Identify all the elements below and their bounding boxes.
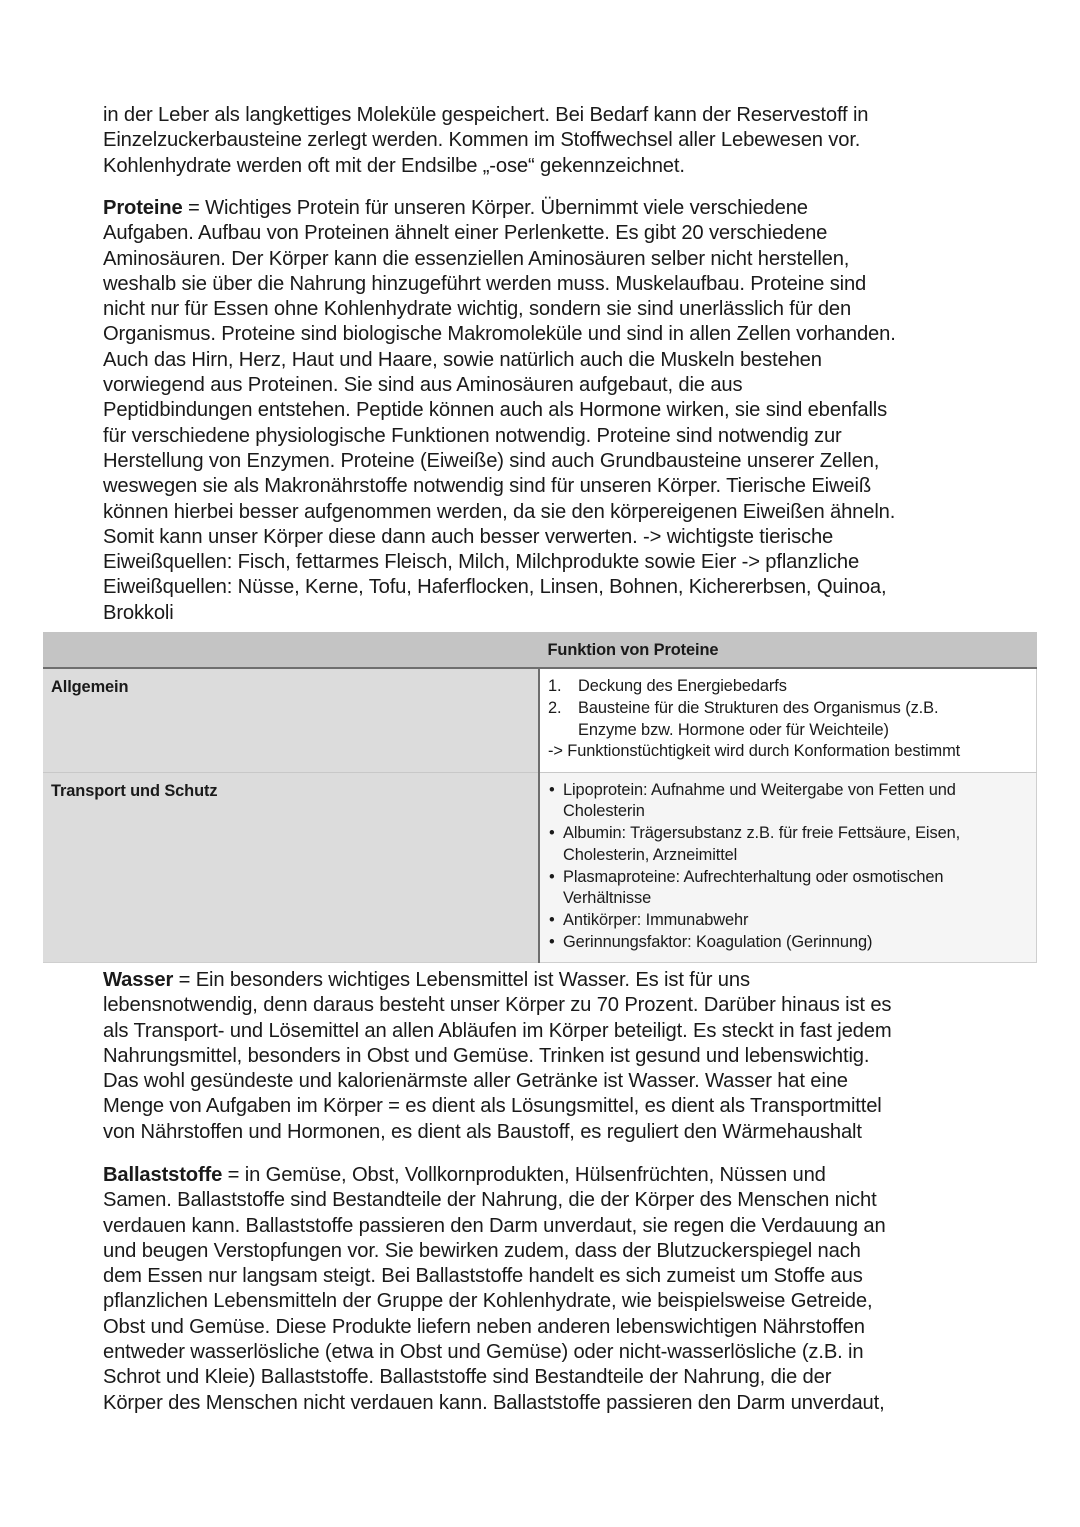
list-item: 1. Deckung des Energiebedarfs [548, 677, 787, 695]
text-line: dem Essen nur langsam steigt. Bei Ballaststoffe handelt es sich zumeist um Stoffe aus [103, 1265, 863, 1288]
list-item: • Antikörper: Immunabwehr [548, 910, 1028, 932]
row-label: Allgemein [43, 668, 539, 772]
bullet-icon: • [549, 933, 555, 952]
text-line: Menge von Aufgaben im Körper = es dient als Lösungsmittel, es dient als Transportmittel [103, 1095, 882, 1118]
text-line: Nahrungsmittel, besonders in Obst und Gemüse. Trinken ist gesund und lebenswichtig. [103, 1044, 870, 1067]
text-line: weswegen sie als Makronährstoffe notwendig sind für unseren Körper. Tierische Eiweiß [103, 475, 872, 498]
text-line: Herstellung von Enzymen. Proteine (Eiweiße) sind auch Grundbausteine unserer Zellen, [103, 449, 880, 472]
text-line: Eiweißquellen: Nüsse, Kerne, Tofu, Haferflocken, Linsen, Bohnen, Kichererbsen, Quinoa, [103, 576, 887, 599]
table-header-empty [43, 632, 539, 668]
text-line: Einzelzuckerbausteine zerlegt werden. Kommen im Stoffwechsel aller Lebewesen vor. [103, 129, 861, 152]
text-line: verdauen kann. Ballaststoffe passieren den Darm unverdaut, sie regen die Verdauung an [103, 1214, 886, 1237]
text-line: Eiweißquellen: Fisch, fettarmes Fleisch, Milch, Milchprodukte sowie Eier -> pflanzliche [103, 551, 860, 574]
list-item: • Gerinnungsfaktor: Koagulation (Gerinnung) [548, 932, 1028, 954]
list-item: • Plasmaproteine: Aufrechterhaltung oder osmotischen Verhältnisse [549, 867, 944, 908]
text-line: Proteine = Wichtiges Protein für unseren Körper. Übernimmt viele verschiedene [103, 197, 808, 219]
protein-function-table [43, 632, 1037, 963]
text-line: Auch das Hirn, Herz, Haut und Haare, sowie natürlich auch die Muskeln bestehen [103, 348, 822, 371]
table-header-function: Funktion von Proteine [539, 632, 1037, 668]
table-header-row [43, 632, 1037, 668]
list-item: 2. Bausteine für die Strukturen des Organismus (z.B. Enzyme bzw. Hormone oder für Weichteile) [548, 698, 939, 739]
list-item: • Albumin: Trägersubstanz z.B. für freie Fettsäure, Eisen, Cholesterin, Arzneimittel [549, 824, 961, 864]
list-item: • Lipoprotein: Aufnahme und Weitergabe von Fetten und Cholesterin [549, 780, 956, 821]
bullet-icon: • [549, 824, 555, 843]
row-label: Transport und Schutz [43, 772, 539, 962]
bullet-icon: • [549, 780, 555, 799]
text-line: Kohlenhydrate werden oft mit der Endsilbe „-ose“ gekennzeichnet. [103, 154, 685, 177]
text-line: Somit kann unser Körper diese dann auch besser verwerten. -> wichtigste tierische [103, 525, 834, 548]
note-line: -> Funktionstüchtigkeit wird durch Konformation bestimmt [548, 742, 961, 761]
kohlenhydrate-paragraph [103, 103, 1003, 179]
text-line: Das wohl gesündeste und kalorienärmste aller Getränke ist Wasser. Wasser hat eine [103, 1070, 848, 1093]
text-line: für verschiedene physiologische Funktionen notwendig. Proteine sind notwendig zur [103, 424, 842, 447]
text-line: pflanzlichen Lebensmitteln der Gruppe der Kohlenhydrate, wie beispielsweise Getreide, [103, 1290, 873, 1313]
text-line: Organismus. Proteine sind biologische Makromoleküle und sind in allen Zellen vorhanden. [103, 323, 896, 346]
table-row [43, 772, 1037, 962]
text-line: als Transport- und Lösemittel an allen Abläufen im Körper beteiligt. Es steckt in fast jedem [103, 1019, 892, 1042]
text-line: Wasser = Ein besonders wichtiges Lebensmittel ist Wasser. Es ist für uns [103, 969, 750, 991]
text-line: Aminosäuren. Der Körper kann die essenziellen Aminosäuren selber nicht herstellen, [103, 247, 850, 270]
text-line: nicht nur für Essen ohne Kohlenhydrate wichtig, sondern sie sind unerlässlich für den [103, 298, 852, 321]
text-line: in der Leber als langkettiges Moleküle gespeichert. Bei Bedarf kann der Reservestoff in [103, 104, 869, 126]
text-line: weshalb sie über die Nahrung hinzugeführt werden muss. Muskelaufbau. Proteine sind [103, 272, 867, 295]
row-value [539, 668, 1037, 772]
text-line: Samen. Ballaststoffe sind Bestandteile der Nahrung, die der Körper des Menschen nicht [103, 1189, 877, 1212]
bullet-icon: • [549, 911, 555, 930]
text-line: und beugen Verstopfungen vor. Sie bewirken zudem, dass der Blutzuckerspiegel nach [103, 1239, 861, 1262]
text-line: entweder wasserlösliche (etwa in Obst und Gemüse) oder nicht-wasserlösliche (z.B. in [103, 1341, 864, 1364]
row-value [539, 772, 1037, 962]
ballaststoffe-paragraph [103, 1163, 1003, 1416]
text-line: Peptidbindungen entstehen. Peptide können auch als Hormone wirken, sie sind ebenfalls [103, 399, 888, 422]
numbered-list [548, 676, 1028, 741]
bullet-list [548, 780, 1028, 954]
text-line: Aufgaben. Aufbau von Proteinen ähnelt einer Perlenkette. Es gibt 20 verschiedene [103, 222, 828, 245]
section-term: Ballaststoffe [103, 1164, 223, 1186]
section-term: Wasser [103, 969, 174, 991]
text-line: Ballaststoffe = in Gemüse, Obst, Vollkornprodukten, Hülsenfrüchten, Nüssen und [103, 1164, 826, 1186]
text-line: vorwiegend aus Proteinen. Sie sind aus Aminosäuren aufgebaut, die aus [103, 374, 743, 397]
bullet-icon: • [549, 867, 555, 886]
table-row [43, 668, 1037, 772]
section-term: Proteine [103, 197, 183, 219]
text-line: Brokkoli [103, 601, 174, 624]
text-line: Obst und Gemüse. Diese Produkte liefern neben anderen lebenswichtigen Nährstoffen [103, 1315, 865, 1338]
text-line: von Nährstoffen und Hormonen, es dient als Baustoff, es reguliert den Wärmehaushalt [103, 1120, 862, 1143]
proteine-paragraph [103, 196, 1003, 626]
text-line: Körper des Menschen nicht verdauen kann. Ballaststoffe passieren den Darm unverdaut, [103, 1391, 885, 1414]
text-line: Schrot und Kleie) Ballaststoffe. Ballaststoffe sind Bestandteile der Nahrung, die der [103, 1366, 832, 1389]
text-line: können hierbei besser aufgenommen werden, da sie den körpereigenen Eiweißen ähneln. [103, 500, 896, 523]
wasser-paragraph [103, 968, 1003, 1145]
text-line: lebensnotwendig, denn daraus besteht unser Körper zu 70 Prozent. Darüber hinaus ist es [103, 994, 892, 1017]
